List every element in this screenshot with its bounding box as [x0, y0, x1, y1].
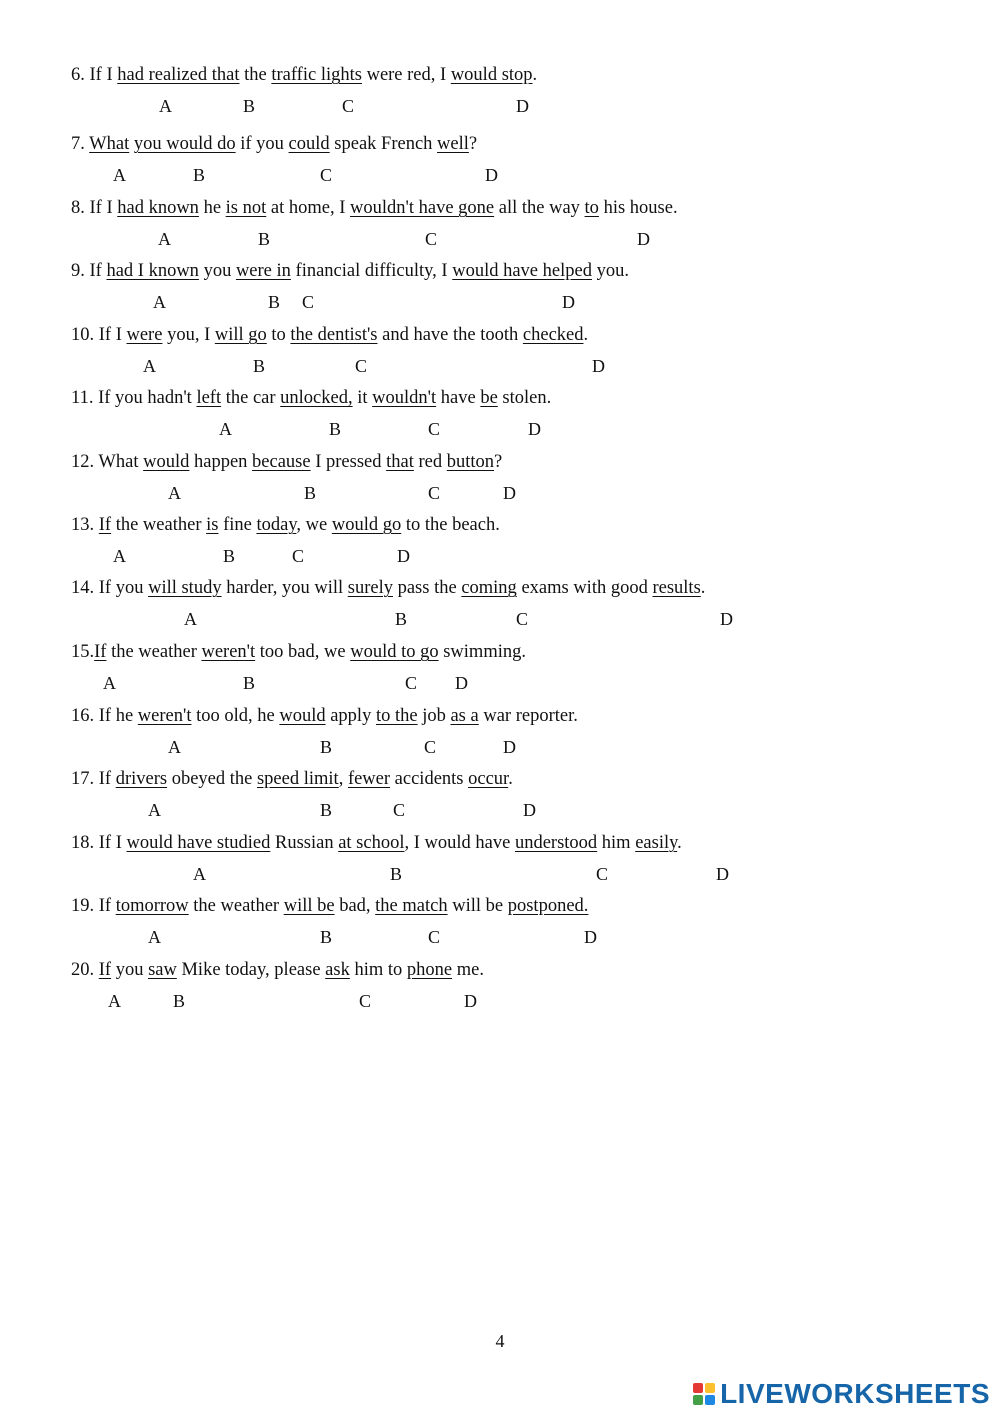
underlined-option: well: [437, 134, 469, 154]
question-16-option-label: B: [320, 737, 333, 757]
underlined-option: is: [206, 515, 219, 535]
question-17-sentence: [71, 768, 513, 790]
underlined-option: speed limit: [256, 769, 339, 789]
sentence-text: his house.: [598, 198, 678, 218]
question-16-sentence: [71, 705, 578, 727]
question-12-option-label: A: [168, 483, 181, 503]
sentence-text: stolen.: [497, 388, 552, 408]
sentence-text: if you: [235, 134, 289, 154]
sentence-text: and have the tooth: [377, 325, 523, 345]
underlined-option: had realized that: [117, 65, 240, 85]
underlined-option: traffic lights: [271, 65, 362, 85]
sentence-text: I pressed: [310, 452, 387, 472]
question-16-option-label: C: [424, 737, 437, 757]
question-20-sentence: [71, 959, 484, 981]
underlined-option: surely: [347, 578, 393, 598]
sentence-text: fine: [218, 515, 257, 535]
question-14-option-label: A: [184, 609, 197, 629]
underlined-option: would have studied: [126, 833, 271, 853]
sentence-text: .: [677, 833, 682, 853]
question-9-sentence: [71, 260, 629, 282]
question-13-option-label: C: [292, 546, 305, 566]
underlined-option: to the: [375, 706, 418, 726]
sentence-text: ,: [338, 769, 348, 789]
underlined-option: because: [252, 452, 311, 472]
question-17-option-label: A: [148, 800, 161, 820]
question-6-sentence: [71, 64, 537, 86]
sentence-text: him to: [349, 960, 407, 980]
sentence-text: red: [413, 452, 447, 472]
question-6-option-label: B: [243, 96, 256, 116]
question-19-option-label: C: [428, 927, 441, 947]
sentence-text: Mike today, please: [176, 960, 326, 980]
question-20-option-label: B: [173, 991, 186, 1011]
question-20-option-label: D: [464, 991, 477, 1011]
underlined-option: If: [94, 642, 107, 662]
question-7-option-label: D: [485, 165, 498, 185]
logo-square-red: [693, 1383, 703, 1393]
sentence-text: .: [700, 578, 706, 598]
question-19-option-label: D: [584, 927, 597, 947]
underlined-option: drivers: [115, 769, 168, 789]
sentence-text: apply: [325, 706, 376, 726]
sentence-text: you: [198, 261, 236, 281]
sentence-text: too old, he: [191, 706, 280, 726]
sentence-text: the weather: [106, 642, 202, 662]
question-17-option-label: C: [393, 800, 406, 820]
sentence-text: will be: [447, 896, 508, 916]
underlined-option: ask: [325, 960, 350, 980]
sentence-text: 17. If: [71, 769, 116, 789]
underlined-option: coming: [461, 578, 517, 598]
sentence-text: financial difficulty, I: [290, 261, 453, 281]
underlined-option: you would do: [133, 134, 236, 154]
question-10-option-label: C: [355, 356, 368, 376]
underlined-option: phone: [406, 960, 453, 980]
underlined-option: would to go: [350, 642, 439, 662]
sentence-text: 14. If you: [71, 578, 149, 598]
liveworksheets-logo-icon: [693, 1383, 715, 1405]
question-10-option-label: B: [253, 356, 266, 376]
underlined-option: at school: [338, 833, 405, 853]
sentence-text: 15.: [71, 642, 95, 662]
question-11-option-label: A: [219, 419, 232, 439]
underlined-option: had known: [117, 198, 199, 218]
sentence-text: you: [111, 960, 149, 980]
question-14-option-label: C: [516, 609, 529, 629]
underlined-option: to: [584, 198, 599, 218]
sentence-text: 9. If: [71, 261, 107, 281]
sentence-text: .: [583, 325, 589, 345]
underlined-option: weren't: [201, 642, 256, 662]
question-12-option-label: D: [503, 483, 516, 503]
sentence-text: 8. If I: [71, 198, 118, 218]
question-13-sentence: [71, 514, 500, 536]
underlined-option: weren't: [137, 706, 192, 726]
underlined-option: understood: [514, 833, 598, 853]
underlined-option: If: [98, 960, 112, 980]
question-11-sentence: [71, 387, 551, 409]
underlined-option: If: [98, 515, 112, 535]
question-18-option-label: B: [390, 864, 403, 884]
sentence-text: at home, I: [266, 198, 351, 218]
sentence-text: the weather: [188, 896, 284, 916]
question-18-option-label: D: [716, 864, 729, 884]
sentence-text: bad,: [334, 896, 376, 916]
sentence-text: 19. If: [71, 896, 116, 916]
underlined-option: the dentist's: [290, 325, 378, 345]
page-number: 4: [495, 1331, 505, 1351]
sentence-text: 10. If I: [71, 325, 127, 345]
question-15-option-label: A: [103, 673, 116, 693]
sentence-text: war reporter.: [478, 706, 578, 726]
question-20-option-label: C: [359, 991, 372, 1011]
question-18-option-label: A: [193, 864, 206, 884]
question-11-option-label: C: [428, 419, 441, 439]
sentence-text: you.: [591, 261, 629, 281]
underlined-option: could: [288, 134, 330, 154]
sentence-text: 18. If I: [71, 833, 127, 853]
logo-square-blue: [705, 1395, 715, 1405]
question-8-option-label: B: [258, 229, 271, 249]
question-9-option-label: D: [562, 292, 575, 312]
question-8-option-label: D: [637, 229, 650, 249]
sentence-text: pass the: [392, 578, 462, 598]
question-19-option-label: B: [320, 927, 333, 947]
sentence-text: harder, you will: [221, 578, 348, 598]
question-14-option-label: B: [395, 609, 408, 629]
sentence-text: me.: [452, 960, 484, 980]
sentence-text: ?: [468, 134, 478, 154]
sentence-text: , I would have: [404, 833, 515, 853]
question-11-option-label: D: [528, 419, 541, 439]
question-18-option-label: C: [596, 864, 609, 884]
question-8-sentence: [71, 197, 678, 219]
underlined-option: tomorrow: [115, 896, 189, 916]
question-10-sentence: [71, 324, 588, 346]
underlined-option: that: [386, 452, 414, 472]
question-14-sentence: [71, 577, 705, 599]
question-20-option-label: A: [108, 991, 121, 1011]
question-7-option-label: C: [320, 165, 333, 185]
underlined-option: is not: [225, 198, 267, 218]
underlined-option: will go: [214, 325, 267, 345]
sentence-text: too bad, we: [255, 642, 351, 662]
underlined-option: results: [652, 578, 701, 598]
sentence-text: happen: [189, 452, 253, 472]
question-19-option-label: A: [148, 927, 161, 947]
sentence-text: him: [597, 833, 636, 853]
underlined-option: fewer: [347, 769, 391, 789]
underlined-option: today: [256, 515, 297, 535]
underlined-option: the match: [375, 896, 448, 916]
underlined-option: would stop: [450, 65, 533, 85]
underlined-option: easily: [635, 833, 678, 853]
question-6-option-label: A: [159, 96, 172, 116]
underlined-option: were: [126, 325, 163, 345]
question-13-option-label: D: [397, 546, 410, 566]
sentence-text: 12. What: [71, 452, 144, 472]
underlined-option: occur: [468, 769, 509, 789]
question-16-option-label: A: [168, 737, 181, 757]
logo-square-green: [693, 1395, 703, 1405]
sentence-text: the: [239, 65, 272, 85]
sentence-text: 20.: [71, 960, 99, 980]
underlined-option: would go: [331, 515, 402, 535]
sentence-text: Russian: [270, 833, 339, 853]
underlined-option: wouldn't have gone: [350, 198, 495, 218]
sentence-text: all the way: [494, 198, 585, 218]
sentence-text: job: [417, 706, 451, 726]
sentence-text: 16. If he: [71, 706, 138, 726]
question-14-option-label: D: [720, 609, 733, 629]
sentence-text: were red, I: [361, 65, 451, 85]
question-9-option-label: A: [153, 292, 166, 312]
question-6-option-label: D: [516, 96, 529, 116]
question-16-option-label: D: [503, 737, 516, 757]
question-17-option-label: D: [523, 800, 536, 820]
sentence-text: accidents: [390, 769, 469, 789]
underlined-option: saw: [148, 960, 177, 980]
question-10-option-label: A: [143, 356, 156, 376]
question-15-option-label: C: [405, 673, 418, 693]
sentence-text: he: [198, 198, 226, 218]
sentence-text: 11. If you hadn't: [71, 388, 197, 408]
sentence-text: .: [508, 769, 513, 789]
question-12-option-label: C: [428, 483, 441, 503]
sentence-text: to the beach.: [401, 515, 500, 535]
sentence-text: the weather: [111, 515, 207, 535]
sentence-text: speak French: [329, 134, 438, 154]
underlined-option: wouldn't: [372, 388, 437, 408]
underlined-option: unlocked,: [280, 388, 353, 408]
sentence-text: have: [436, 388, 481, 408]
question-7-option-label: A: [113, 165, 126, 185]
underlined-option: were in: [235, 261, 291, 281]
sentence-text: swimming.: [438, 642, 526, 662]
sentence-text: it: [352, 388, 373, 408]
sentence-text: 7.: [71, 134, 90, 154]
question-18-sentence: [71, 832, 682, 854]
question-12-option-label: B: [304, 483, 317, 503]
sentence-text: , we: [296, 515, 332, 535]
underlined-option: postponed.: [507, 896, 589, 916]
question-6-option-label: C: [342, 96, 355, 116]
question-17-option-label: B: [320, 800, 333, 820]
question-8-option-label: A: [158, 229, 171, 249]
sentence-text: the car: [221, 388, 281, 408]
question-8-option-label: C: [425, 229, 438, 249]
underlined-option: would have helped: [452, 261, 592, 281]
underlined-option: had I known: [106, 261, 199, 281]
sentence-text: obeyed the: [167, 769, 257, 789]
underlined-option: as a: [450, 706, 479, 726]
sentence-text: to: [266, 325, 291, 345]
underlined-option: What: [89, 134, 130, 154]
question-13-option-label: B: [223, 546, 236, 566]
underlined-option: would: [279, 706, 326, 726]
question-19-sentence: [71, 895, 588, 917]
question-10-option-label: D: [592, 356, 605, 376]
sentence-text: exams with good: [516, 578, 653, 598]
logo-square-yellow: [705, 1383, 715, 1393]
sentence-text: ?: [494, 452, 503, 472]
question-9-option-label: B: [268, 292, 281, 312]
sentence-text: you, I: [162, 325, 215, 345]
liveworksheets-logo[interactable]: [693, 1376, 990, 1412]
underlined-option: will be: [283, 896, 335, 916]
underlined-option: button: [446, 452, 495, 472]
underlined-option: left: [196, 388, 222, 408]
sentence-text: 13.: [71, 515, 99, 535]
question-15-sentence: [71, 641, 526, 663]
question-13-option-label: A: [113, 546, 126, 566]
sentence-text: 6. If I: [71, 65, 118, 85]
underlined-option: will study: [148, 578, 222, 598]
question-15-option-label: B: [243, 673, 256, 693]
question-12-sentence: [71, 451, 502, 473]
question-11-option-label: B: [329, 419, 342, 439]
logo-text: LIVEWORKSHEETS: [720, 1378, 990, 1409]
question-9-option-label: C: [302, 292, 315, 312]
underlined-option: checked: [522, 325, 584, 345]
question-7-option-label: B: [193, 165, 206, 185]
question-7-sentence: [71, 133, 477, 155]
underlined-option: be: [480, 388, 498, 408]
sentence-text: .: [532, 65, 538, 85]
question-15-option-label: D: [455, 673, 468, 693]
underlined-option: would: [143, 452, 190, 472]
